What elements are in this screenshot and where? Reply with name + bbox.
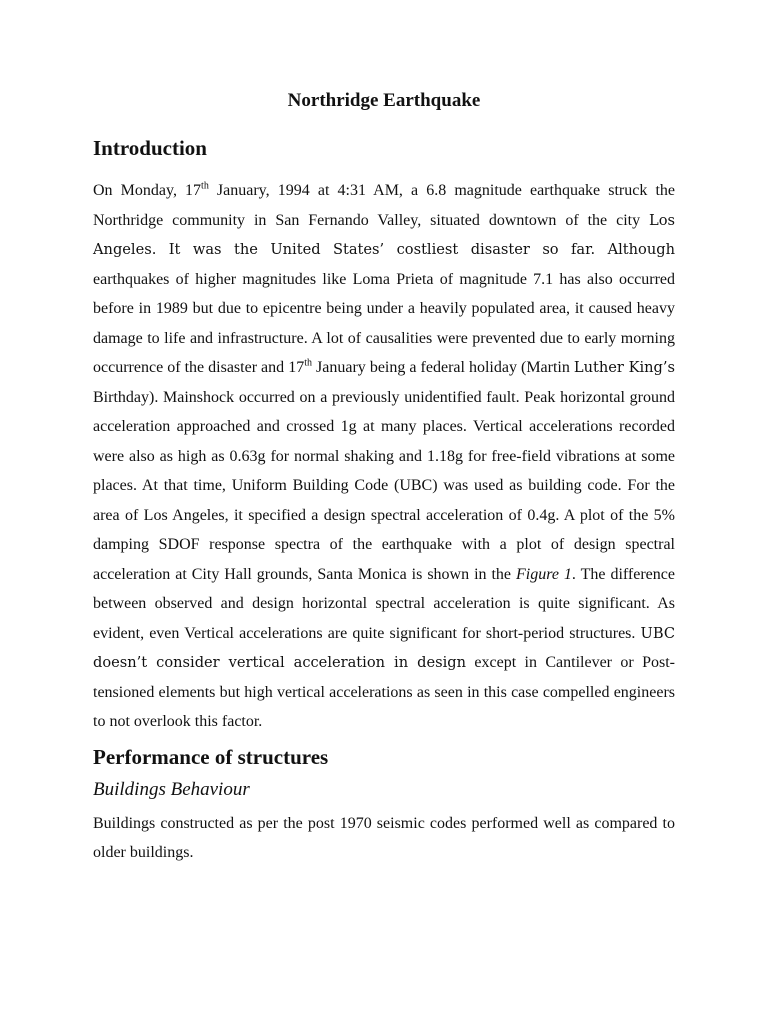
- intro-text-7: Birthday). Mainshock occurred on a previously unidentified fault. Peak horizontal ground acceleration approached and crossed 1g at many places. Vertical accelerations recorded were also as high as 0.63g for normal shaking and 1.18g for free-field vibrations at some places. At that time, Uniform Building Code (UBC) was used as building code. For the area of Los Angeles, it specified a design spectral acceleration of 0.4g. A plot of the 5% damping SDOF response spectra of the earthquake with a plot of design spectral acceleration at City Hall grounds, Santa Monica is shown in the: [93, 388, 675, 583]
- performance-heading: Performance of structures: [93, 744, 329, 769]
- intro-text-8: . The difference between observed and design horizontal spectral acceleration is quite significant. As evident, even Vertical accelerations are quite significant for short-period structures.: [93, 565, 675, 642]
- intro-text-1: On Monday, 17: [93, 182, 202, 199]
- document-page: [93, 88, 675, 874]
- introduction-paragraph: [93, 176, 675, 737]
- buildings-paragraph: Buildings constructed as per the post 1970 seismic codes performed well as compared to older buildings.: [93, 814, 675, 861]
- intro-text-5: January being a federal holiday (Martin: [311, 359, 574, 376]
- intro-superscript-1: th: [201, 180, 209, 192]
- intro-text-4: earthquakes of higher magnitudes like Loma Prieta of magnitude 7.1 has also occurred before in 1989 but due to epicentre being under a heavily populated area, it caused heavy damage to life and infrastructure. A lot of causalities were prevented due to early morning occurrence of the disaster and 17: [93, 270, 675, 376]
- introduction-heading: Introduction: [93, 136, 207, 160]
- buildings-behaviour-heading: Buildings Behaviour: [93, 778, 250, 800]
- intro-text-6: Luther King’s: [573, 359, 676, 376]
- document-title: Northridge Earthquake: [287, 90, 481, 111]
- intro-text-2: January, 1994 at 4:31 AM, a 6.8 magnitude earthquake struck the Northridge community in San Fernando Valley, situated downtown of the city: [93, 182, 676, 229]
- intro-text-3: Los Angeles. It was the United States’ costliest disaster so far. Although: [93, 211, 675, 258]
- intro-text-10: except in Cantilever or Post-tensioned elements but high vertical accelerations as seen in this case compelled engineers to not overlook this factor.: [93, 654, 676, 730]
- figure-reference: Figure 1: [516, 565, 572, 583]
- intro-superscript-2: th: [304, 357, 312, 369]
- intro-text-9: UBC doesn’t consider vertical acceleration in design: [93, 624, 675, 671]
